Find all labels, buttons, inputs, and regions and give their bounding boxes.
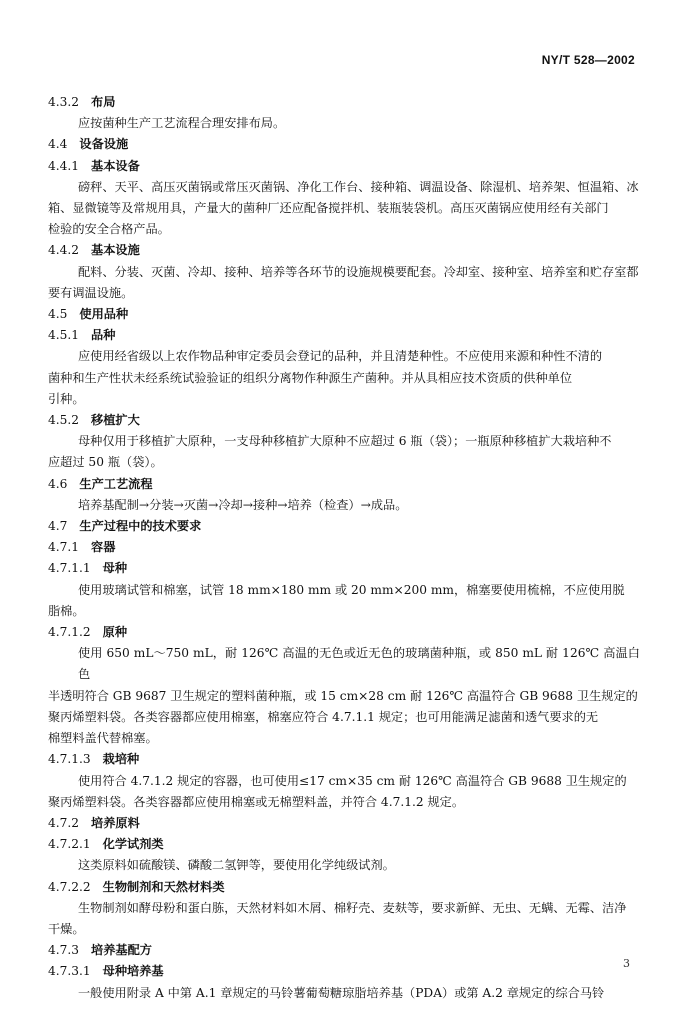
paragraph-line: 配料、分装、灭菌、冷却、接种、培养等各环节的设施规模要配套。冷却室、接种室、培养室和贮存室都 <box>78 264 639 279</box>
paragraph-line: 干燥。 <box>48 921 85 936</box>
paragraph-line: 培养基配制→分装→灭菌→冷却→接种→培养（检查）→成品。 <box>78 497 408 512</box>
section-heading <box>48 940 640 961</box>
section-title: 使用品种 <box>79 307 129 322</box>
section-heading <box>48 304 640 325</box>
section-title: 生产过程中的技术要求 <box>79 519 202 534</box>
section-number: 4.7.2.1 <box>48 837 91 852</box>
section-heading <box>48 156 640 177</box>
section-number: 4.5 <box>48 307 68 322</box>
paragraph-line: 应按菌种生产工艺流程合理安排布局。 <box>78 116 286 131</box>
section-heading <box>48 558 640 579</box>
paragraph-line: 引种。 <box>48 391 85 406</box>
section-title: 布局 <box>91 95 116 109</box>
paragraph-line: 脂棉。 <box>48 603 85 618</box>
paragraph-line: 聚丙烯塑料袋。各类容器都应使用棉塞或无棉塑料盖，并符合 4.7.1.2 规定。 <box>48 794 465 809</box>
paragraph-line: 使用玻璃试管和棉塞，试管 18 mm×180 mm 或 20 mm×200 mm，棉塞要使用梳棉，不应使用脱 <box>78 582 625 597</box>
section-heading <box>48 834 640 855</box>
section-heading <box>48 474 640 495</box>
section-number: 4.7.2.2 <box>48 879 91 894</box>
paragraph-line: 应使用经省级以上农作物品种审定委员会登记的品种，并且清楚种性。不应使用来源和种性不清的 <box>78 349 603 364</box>
paragraph-line: 一般使用附录 A 中第 A.1 章规定的马铃薯葡萄糖琼脂培养基（PDA）或第 A.2 章规定的综合马铃 <box>78 985 605 1000</box>
paragraph-line: 检验的安全合格产品。 <box>48 222 170 237</box>
section-title: 基本设备 <box>91 158 140 173</box>
section-number: 4.4.1 <box>48 158 80 173</box>
paragraph-line: 使用 650 mL～750 mL，耐 126℃ 高温的无色或近无色的玻璃菌种瓶，或 850 mL 耐 126℃ 高温白色 <box>78 646 640 682</box>
paragraph-line: 聚丙烯塑料袋。各类容器都应使用棉塞，棉塞应符合 4.7.1.1 规定；也可用能满足滤菌和透气要求的无 <box>48 709 599 724</box>
section-heading <box>48 877 640 898</box>
paragraph-line: 使用符合 4.7.1.2 规定的容器，也可使用≤17 cm×35 cm 耐 126℃ 高温符合 GB 9688 卫生规定的 <box>78 773 627 788</box>
paragraph-line: 菌种和生产性状未经系统试验验证的组织分离物作种源生产菌种。并从具相应技术资质的供种单位 <box>48 370 573 385</box>
paragraph-line: 箱、显微镜等及常规用具，产量大的菌种厂还应配备搅拌机、装瓶装袋机。高压灭菌锅应使用经有关部门 <box>48 201 609 216</box>
section-number: 4.7.3 <box>48 943 80 958</box>
section-number: 4.7.1 <box>48 540 80 555</box>
section-title: 设备设施 <box>79 137 129 152</box>
document-body <box>48 92 640 1004</box>
section-number: 4.5.2 <box>48 413 80 428</box>
section-heading <box>48 961 640 982</box>
section-number: 4.7.1.1 <box>48 561 91 576</box>
section-number: 4.3.2 <box>48 95 80 109</box>
section-heading <box>48 325 640 346</box>
section-number: 4.7 <box>48 519 68 534</box>
section-heading <box>48 537 640 558</box>
section-heading <box>48 134 640 155</box>
section-title: 原种 <box>102 625 128 640</box>
section-title: 培养原料 <box>91 815 140 830</box>
paragraph-line: 这类原料如硫酸镁、磷酸二氢钾等，要使用化学纯级试剂。 <box>78 858 395 873</box>
section-number: 4.7.2 <box>48 815 80 830</box>
section-heading <box>48 92 640 113</box>
section-heading <box>48 240 640 261</box>
section-number: 4.6 <box>48 476 68 491</box>
page-number: 3 <box>623 957 630 970</box>
section-title: 栽培种 <box>102 752 140 767</box>
paragraph-line: 应超过 50 瓶（袋）。 <box>48 455 163 470</box>
section-title: 生产工艺流程 <box>79 476 153 491</box>
section-title: 化学试剂类 <box>102 837 164 852</box>
section-title: 母种 <box>102 561 128 576</box>
section-number: 4.4 <box>48 137 68 152</box>
section-number: 4.4.2 <box>48 243 80 258</box>
section-number: 4.5.1 <box>48 328 80 343</box>
section-title: 基本设施 <box>91 243 140 258</box>
standard-code: NY/T 528—2002 <box>541 53 635 67</box>
section-number: 4.7.3.1 <box>48 964 91 979</box>
paragraph-line: 半透明符合 GB 9687 卫生规定的塑料菌种瓶，或 15 cm×28 cm 耐 126℃ 高温符合 GB 9688 卫生规定的 <box>48 688 638 703</box>
section-title: 培养基配方 <box>91 943 152 958</box>
paragraph-line: 磅秤、天平、高压灭菌锅或常压灭菌锅、净化工作台、接种箱、调温设备、除湿机、培养架、恒温箱、冰 <box>78 179 639 194</box>
section-title: 母种培养基 <box>102 964 164 979</box>
section-title: 品种 <box>91 328 116 343</box>
paragraph-line: 棉塑料盖代替棉塞。 <box>48 731 158 746</box>
section-title: 生物制剂和天然材料类 <box>102 879 225 894</box>
section-heading <box>48 410 640 431</box>
paragraph-line: 母种仅用于移植扩大原种，一支母种移植扩大原种不应超过 6 瓶（袋）；一瓶原种移植扩大栽培种不 <box>78 434 612 449</box>
section-title: 移植扩大 <box>91 413 140 428</box>
section-heading <box>48 622 640 643</box>
paragraph-line: 要有调温设施。 <box>48 285 134 300</box>
paragraph-line: 生物制剂如酵母粉和蛋白胨，天然材料如木屑、棉籽壳、麦麸等，要求新鲜、无虫、无螨、无霉、洁净 <box>78 900 627 915</box>
section-number: 4.7.1.2 <box>48 625 91 640</box>
section-heading <box>48 749 640 770</box>
section-heading <box>48 813 640 834</box>
section-number: 4.7.1.3 <box>48 752 91 767</box>
section-title: 容器 <box>91 540 116 555</box>
section-heading <box>48 516 640 537</box>
